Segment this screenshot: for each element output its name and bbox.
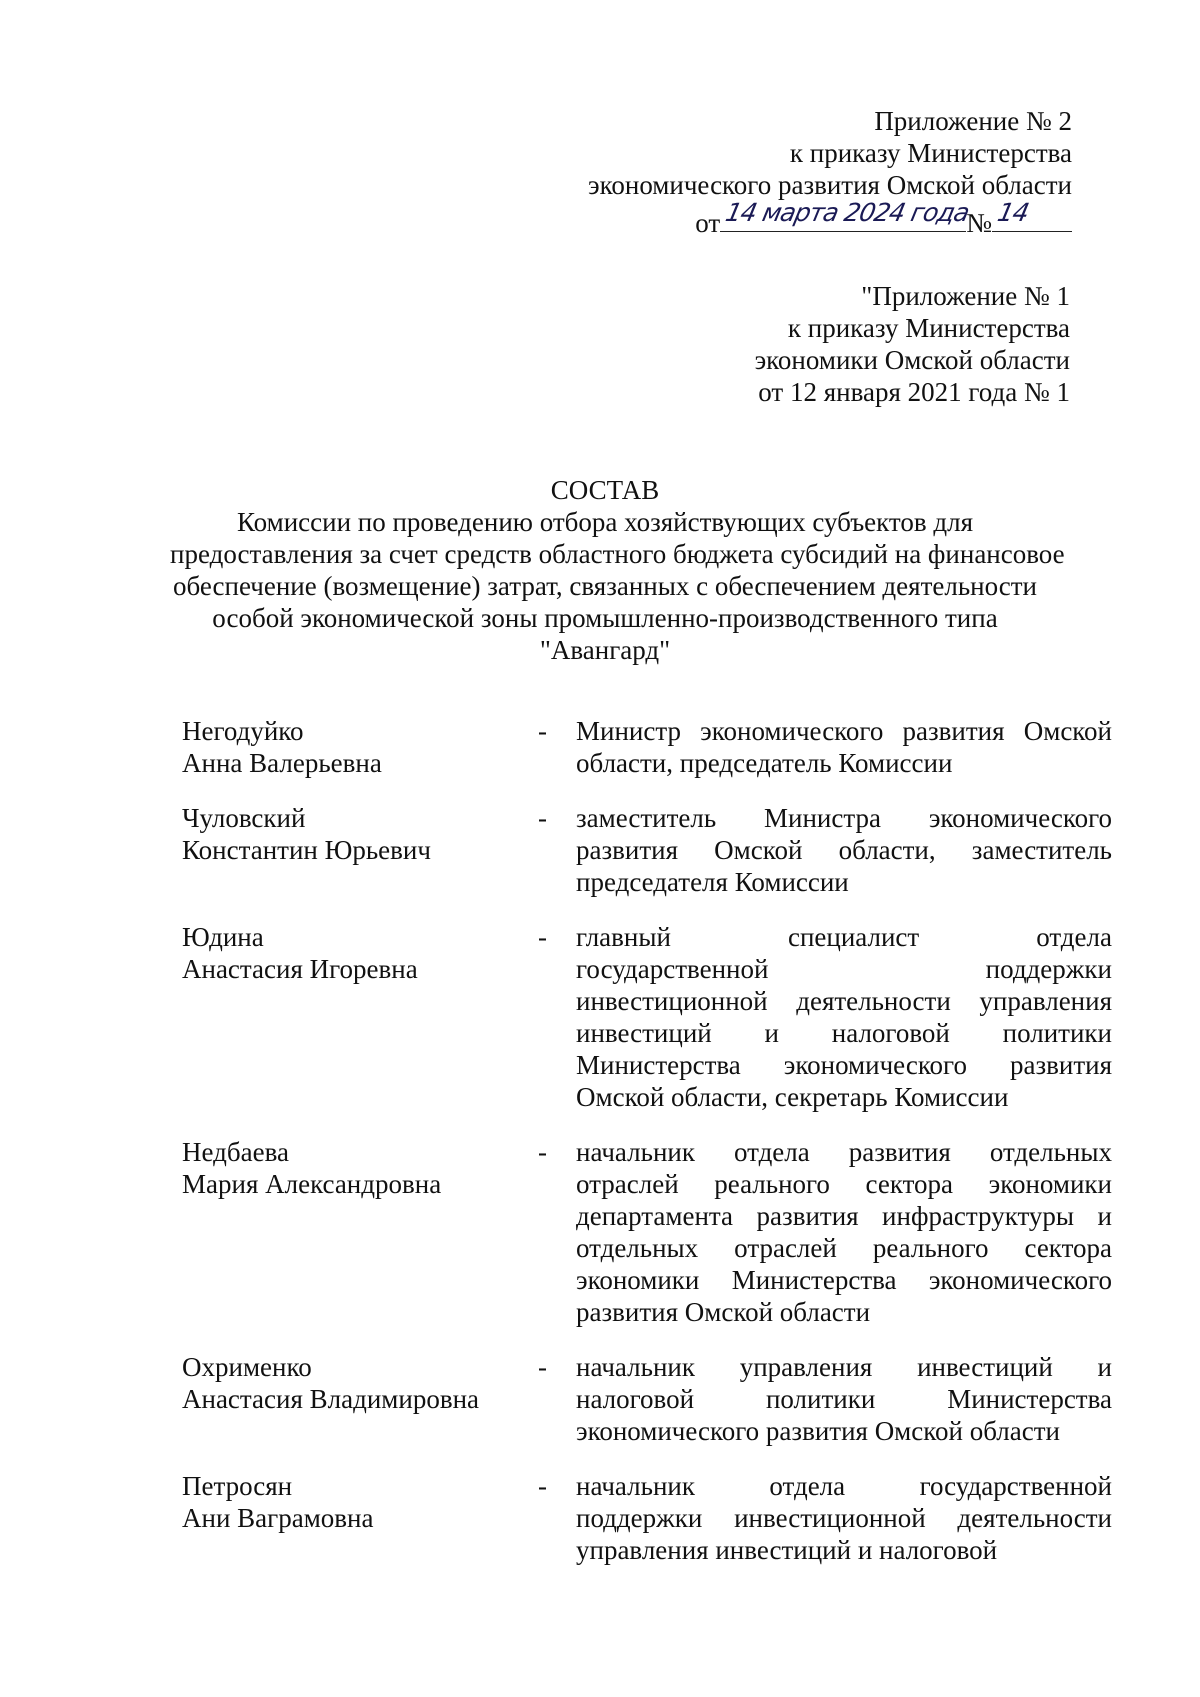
member-position-line: экономики Министерства экономического [576, 1265, 1112, 1295]
number-prefix: № [966, 208, 992, 238]
appendix-1-date-line: от 12 января 2021 года № 1 [758, 377, 1070, 407]
member-position-line: отраслей реального сектора экономики [576, 1169, 1112, 1199]
appendix-1-header [370, 280, 1070, 408]
member-row [182, 1136, 1122, 1328]
member-position-line: поддержки инвестиционной деятельности [576, 1503, 1112, 1533]
member-position-line: государственной поддержки [576, 954, 1112, 984]
title-line: особой экономической зоны промышленно-производственного типа [212, 603, 998, 633]
member-surname: Юдина [182, 922, 264, 952]
member-surname: Негодуйко [182, 716, 304, 746]
member-given-names: Мария Александровна [182, 1169, 442, 1199]
member-name [182, 1136, 522, 1328]
handwritten-number: 14 [995, 198, 1032, 227]
member-position-line: развития Омской области, заместитель [576, 835, 1112, 865]
member-given-names: Анна Валерьевна [182, 748, 382, 778]
member-name [182, 715, 522, 779]
member-position-line: управления инвестиций и налоговой [576, 1535, 998, 1565]
appendix-1-title: "Приложение № 1 [861, 281, 1070, 311]
member-position-line: инвестиций и налоговой политики [576, 1018, 1112, 1048]
member-position-line: начальник отдела развития отдельных [576, 1137, 1112, 1167]
member-position-line: налоговой политики Министерства [576, 1384, 1112, 1414]
member-row [182, 1470, 1122, 1566]
member-given-names: Ани Ваграмовна [182, 1503, 374, 1533]
member-position-line: области, председатель Комиссии [576, 748, 953, 778]
document-title [170, 474, 1065, 666]
appendix-2-ministry-line: экономического развития Омской области [588, 170, 1072, 200]
appendix-1-ministry-line: экономики Омской области [754, 345, 1070, 375]
member-name [182, 921, 522, 1113]
member-row [182, 802, 1122, 898]
member-position [576, 715, 1112, 779]
member-position-line: начальник отдела государственной [576, 1471, 1112, 1501]
member-row [182, 715, 1122, 779]
member-given-names: Анастасия Владимировна [182, 1384, 479, 1414]
member-name [182, 1470, 522, 1566]
member-dash: - [538, 1471, 547, 1501]
member-position [576, 1470, 1112, 1566]
member-position-line: заместитель Министра экономического [576, 803, 1112, 833]
appendix-1-order-line: к приказу Министерства [787, 313, 1070, 343]
member-position [576, 921, 1112, 1113]
member-dash: - [538, 922, 547, 952]
member-row [182, 1351, 1122, 1447]
member-position-line: отдельных отраслей реального сектора [576, 1233, 1112, 1263]
appendix-2-title: Приложение № 2 [874, 106, 1072, 136]
title-line: "Авангард" [539, 635, 671, 665]
member-dash: - [538, 803, 547, 833]
handwritten-date: 14 марта 2024 года [723, 198, 972, 227]
handwritten-number-field [992, 198, 1072, 232]
appendix-2-header [372, 105, 1072, 239]
appendix-2-order-line: к приказу Министерства [789, 138, 1072, 168]
member-dash: - [538, 1137, 547, 1167]
member-position [576, 802, 1112, 898]
title-line: обеспечение (возмещение) затрат, связанных с обеспечением деятельности [172, 571, 1037, 601]
member-given-names: Анастасия Игоревна [182, 954, 418, 984]
member-position-line: главный специалист отдела [576, 922, 1112, 952]
member-dash: - [538, 716, 547, 746]
member-given-names: Константин Юрьевич [182, 835, 431, 865]
member-position [576, 1136, 1112, 1328]
member-position-line: начальник управления инвестиций и [576, 1352, 1112, 1382]
appendix-2-date-line [372, 198, 1072, 239]
member-dash: - [538, 1352, 547, 1382]
member-position-line: Омской области, секретарь Комиссии [576, 1082, 1009, 1112]
member-position-line: Министр экономического развития Омской [576, 716, 1112, 746]
member-position [576, 1351, 1112, 1447]
member-name [182, 1351, 522, 1447]
member-position-line: Министерства экономического развития [576, 1050, 1112, 1080]
member-surname: Недбаева [182, 1137, 289, 1167]
date-prefix: от [695, 208, 721, 238]
member-surname: Петросян [182, 1471, 293, 1501]
member-position-line: председателя Комиссии [576, 867, 849, 897]
member-position-line: развития Омской области [576, 1297, 871, 1327]
title-line: предоставления за счет средств областного бюджета субсидий на финансовое [170, 539, 1065, 569]
title-heading: СОСТАВ [550, 475, 660, 505]
member-position-line: департамента развития инфраструктуры и [576, 1201, 1112, 1231]
member-row [182, 921, 1122, 1113]
handwritten-date-field [720, 198, 972, 232]
member-position-line: экономического развития Омской области [576, 1416, 1060, 1446]
member-surname: Охрименко [182, 1352, 312, 1382]
commission-members-list [182, 715, 1122, 1589]
member-surname: Чуловский [182, 803, 306, 833]
member-name [182, 802, 522, 898]
member-position-line: инвестиционной деятельности управления [576, 986, 1112, 1016]
title-line: Комиссии по проведению отбора хозяйствующих субъектов для [236, 507, 973, 537]
